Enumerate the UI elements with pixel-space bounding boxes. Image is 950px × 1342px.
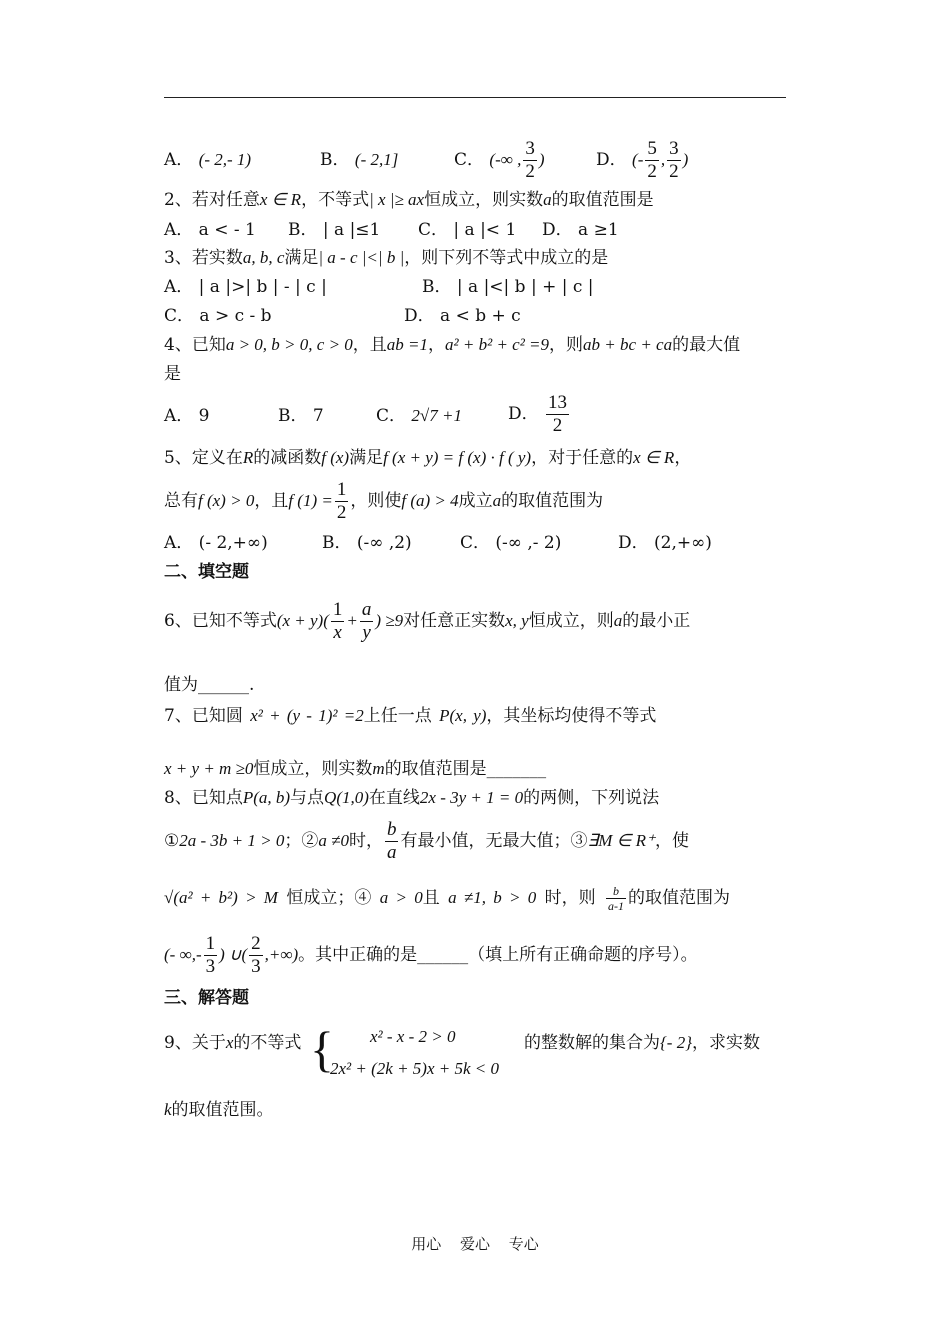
q9-brace: { <box>310 1021 334 1077</box>
q1-option-a: A． (- 2,- 1) <box>164 150 252 170</box>
q1-option-c: C． (-∞ , $\frac{3}{2}$ ) <box>454 138 545 182</box>
q4-stem-cont: 是 <box>164 364 181 384</box>
q9-stem-cont: k的取值范围。 <box>164 1100 274 1120</box>
q4-option-c: C． 2√7 +1 <box>376 406 462 426</box>
q3-option-a: A． | a |>| b | - | c | <box>164 277 327 297</box>
q4-option-d: D． $\frac{13}{2}$ <box>508 392 568 436</box>
q8-statement-4: √(a² + b²) > M 恒成立；④ a > 0且 a ≠1, b > 0 时，则 $\frac{b}{a-1}$ 的取值范围为 <box>164 884 731 913</box>
q1-option-d: D． (- $\frac{5}{2}$ , $\frac{3}{2}$ ) <box>596 138 689 182</box>
q5-line1: 5、定义在R的减函数f (x)满足f (x + y) = f (x) · f ( y)，对于任意的x ∈ R， <box>164 448 692 468</box>
q2-option-a: A． a < - 1 <box>164 220 256 240</box>
q7-line2: x + y + m ≥0恒成立，则实数m的取值范围是_______ <box>164 759 547 779</box>
q4-stem: 4、已知a > 0, b > 0, c > 0，且ab =1，a² + b² + c² =9，则ab + bc + ca的最大值 <box>164 335 741 355</box>
q6-stem: 6、已知不等式(x + y)( $\frac{1}{x}$ + $\frac{a}{y}$ ) ≥9对任意正实数x, y恒成立，则a的最小正 <box>164 599 691 643</box>
q5-option-d: D． (2,+∞) <box>618 533 712 553</box>
q1-options <box>164 138 764 186</box>
q9-stem-left: 9、关于x的不等式 <box>164 1033 302 1053</box>
q5-option-c: C． (-∞ ,- 2) <box>460 533 562 553</box>
q7-stem: 7、已知圆 x² + (y - 1)² =2上任一点 P(x, y)，其坐标均使得不等式 <box>164 706 657 726</box>
header-rule <box>164 97 786 98</box>
q2-options <box>164 218 764 242</box>
q2-option-b: B． | a |≤1 <box>288 220 381 240</box>
q1-option-b: B． (- 2,1] <box>320 150 399 170</box>
q5-options <box>164 531 764 555</box>
q6-stem-cont: 值为______. <box>164 675 255 695</box>
q3-options-cd <box>164 304 764 328</box>
q3-option-c: C． a > c - b <box>164 306 272 326</box>
q4-options <box>164 392 764 442</box>
q9-inequality-2: 2x² + (2k + 5)x + 5k < 0 <box>330 1059 499 1078</box>
q4-option-a: A． 9 <box>164 406 210 426</box>
q3-option-d: D． a < b + c <box>404 306 521 326</box>
q4-option-b: B． 7 <box>278 406 324 426</box>
q5-line2: 总有f (x) > 0，且f (1) = $\frac{1}{2}$ ，则使f (a) > 4成立a的取值范围为 <box>164 479 604 523</box>
q2-option-c: C． | a |< 1 <box>418 220 517 240</box>
q9-stem-right: 的整数解的集合为{- 2}，求实数 <box>524 1033 761 1053</box>
q2-option-d: D． a ≥1 <box>542 220 619 240</box>
q9-inequality-1: x² - x - 2 > 0 <box>370 1027 456 1046</box>
q8-stem: 8、已知点P(a, b)与点Q(1,0)在直线2x - 3y + 1 = 0的两侧，下列说法 <box>164 788 660 808</box>
q3-stem: 3、若实数a, b, c满足| a - c |<| b |，则下列不等式中成立的是 <box>164 248 609 268</box>
q5-option-a: A． (- 2,+∞) <box>164 533 268 553</box>
section-fill-in-heading: 二、填空题 <box>164 562 249 582</box>
q8-line4: (- ∞,- $\frac{1}{3}$ ) ∪( $\frac{2}{3}$ ,+∞)。其中正确的是______（填上所有正确命题的序号）。 <box>164 933 698 977</box>
q2-stem: 2、若对任意x ∈ R，不等式| x |≥ ax恒成立，则实数a的取值范围是 <box>164 190 654 210</box>
page-footer: 用心 爱心 专心 <box>411 1235 539 1253</box>
q3-option-b: B． | a |<| b | + | c | <box>422 277 594 297</box>
section-answer-heading: 三、解答题 <box>164 988 249 1008</box>
q3-options-ab <box>164 275 764 299</box>
q5-option-b: B． (-∞ ,2) <box>322 533 412 553</box>
q8-statements-1-3: ①2a - 3b + 1 > 0；②a ≠0时， $\frac{b}{a}$ 有最小值，无最大值；③∃M ∈ R⁺，使 <box>164 819 690 863</box>
